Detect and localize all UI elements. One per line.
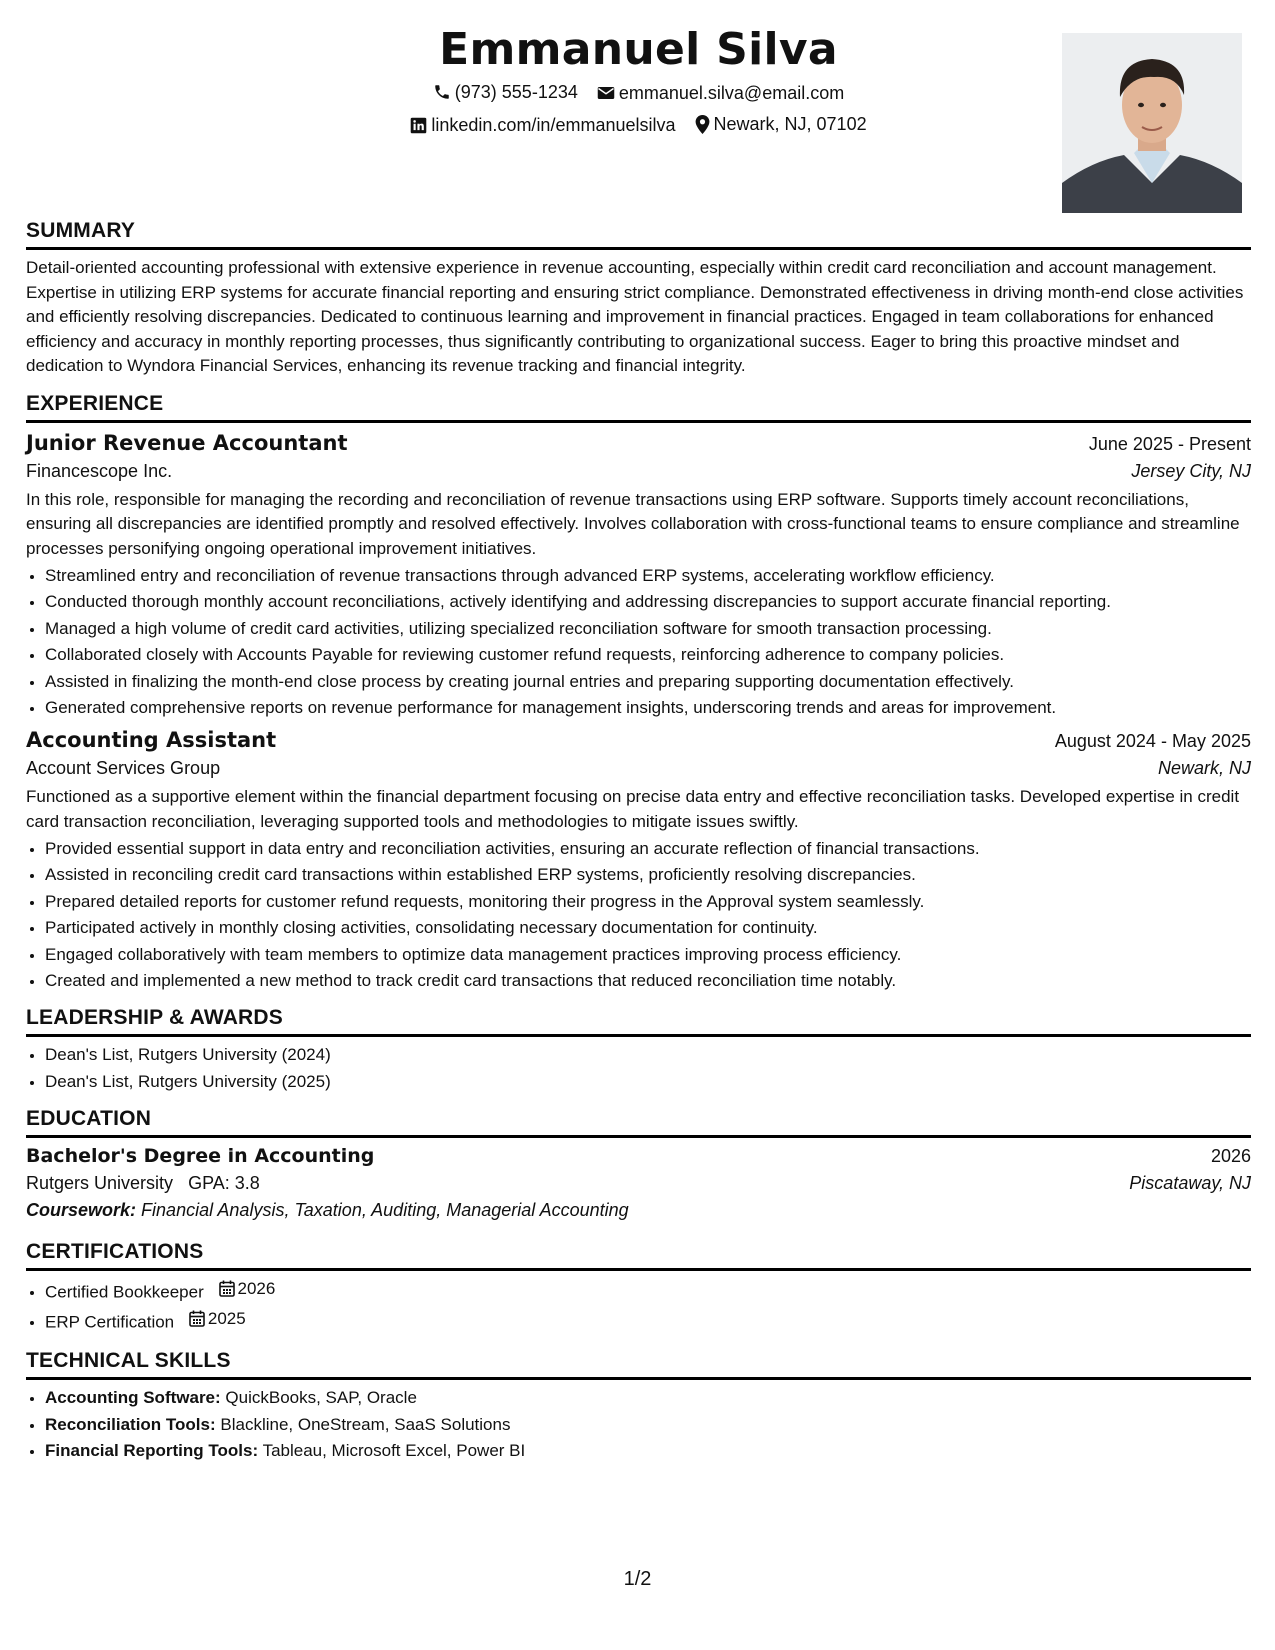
leadership-heading: LEADERSHIP & AWARDS xyxy=(26,1005,1251,1037)
list-item xyxy=(45,1277,1251,1305)
skill-value: Blackline, OneStream, SaaS Solutions xyxy=(220,1414,511,1434)
resume-page xyxy=(26,0,1251,1650)
job-description: Functioned as a supportive element within the financial department focusing on precise data entry and effective reconciliation tasks. Developed expertise in credit card transaction reconciliation, leveraging supported tools and methodologies to mitigate issues swiftly. xyxy=(26,787,1240,831)
list-item xyxy=(45,1439,1251,1463)
phone-icon xyxy=(433,83,451,101)
coursework-line xyxy=(26,1200,1251,1221)
list-item: • Collaborated closely with Accounts Payable for reviewing customer refund requests, reinforcing adherence to company policies. xyxy=(45,643,1251,667)
location-text: Newark, NJ, 07102 xyxy=(713,114,867,134)
certification-name: Certified Bookkeeper xyxy=(45,1282,204,1301)
certification-name: ERP Certification xyxy=(45,1312,175,1331)
job-location: Jersey City, NJ xyxy=(1131,460,1251,481)
school-name: Rutgers University xyxy=(26,1172,174,1193)
list-item: • Generated comprehensive reports on revenue performance for management insights, underscoring trends and areas for improvement. xyxy=(45,696,1251,720)
job-company: Account Services Group xyxy=(26,758,221,778)
map-pin-icon xyxy=(695,115,710,134)
graduation-year: 2026 xyxy=(1210,1145,1251,1166)
certification-date xyxy=(189,1307,246,1331)
skills-section xyxy=(26,1348,1251,1463)
summary-section xyxy=(26,218,1251,379)
list-item: • Dean's List, Rutgers University (2024) xyxy=(45,1043,1251,1067)
job-dates: June 2025 - Present xyxy=(1088,433,1251,454)
coursework-label: Coursework: xyxy=(26,1199,137,1220)
list-item xyxy=(45,1307,1251,1335)
list-item: • Conducted thorough monthly account reconciliations, actively identifying and addressing discrepancies to support accurate financial reporting. xyxy=(45,590,1251,614)
job-entry xyxy=(26,431,1251,721)
job-description: In this role, responsible for managing the recording and reconciliation of revenue transactions using ERP software. Supports timely account reconciliations, ensuring all discrepancies are identified promptly and resolved effectively. Involves collaboration with cross-functional teams to ensure compliance and streamline processes personifying ongoing operational improvement initiatives. xyxy=(26,489,1240,558)
summary-text: Detail-oriented accounting professional with extensive experience in revenue accounting, especially within credit card reconciliation and account management. Expertise in utilizing ERP systems for accurate financial reporting and ensuring strict compliance. Demonstrated effectiveness in driving month-end close activities and efficiently resolving discrepancies. Dedicated to continuous learning and improvement in financial practices. Engaged in team collaborations for enhanced efficiency and accuracy in monthly reporting processes, thus significantly contributing to organizational success. Eager to bring this proactive mindset and dedication to Wyndora Financial Services, enhancing its revenue tracking and financial integrity. xyxy=(26,258,1244,375)
education-section xyxy=(26,1106,1251,1221)
skill-label: Accounting Software: xyxy=(45,1388,221,1407)
linkedin-text: linkedin.com/in/emmanuelsilva xyxy=(431,115,676,135)
list-item: • Dean's List, Rutgers University (2025) xyxy=(45,1070,1251,1094)
experience-heading: EXPERIENCE xyxy=(26,391,1251,423)
phone-contact xyxy=(433,80,578,104)
skill-value: Tableau, Microsoft Excel, Power BI xyxy=(262,1441,526,1460)
education-heading: EDUCATION xyxy=(26,1106,1251,1138)
linkedin-icon xyxy=(410,117,427,134)
degree-title: Bachelor's Degree in Accounting xyxy=(26,1144,375,1167)
calendar-icon xyxy=(219,1280,235,1297)
email-text: emmanuel.silva@email.com xyxy=(618,83,845,103)
certifications-section xyxy=(26,1239,1251,1335)
email-contact[interactable] xyxy=(597,81,844,105)
resume-header xyxy=(26,0,1251,218)
linkedin-contact[interactable] xyxy=(410,113,675,137)
certification-year: 2026 xyxy=(237,1278,276,1298)
list-item xyxy=(45,1413,1251,1437)
location-contact xyxy=(695,112,867,136)
summary-heading: SUMMARY xyxy=(26,218,1251,250)
list-item: • Provided essential support in data entry and reconciliation activities, ensuring an accurate reflection of financial transactions. xyxy=(45,837,1251,861)
job-entry xyxy=(26,728,1251,993)
leadership-list xyxy=(26,1043,1251,1094)
candidate-name: Emmanuel Silva xyxy=(439,24,838,75)
calendar-icon xyxy=(189,1310,205,1327)
list-item: • Created and implemented a new method to track credit card transactions that reduced reconciliation time notably. xyxy=(45,969,1251,993)
skill-value: QuickBooks, SAP, Oracle xyxy=(225,1388,417,1407)
certifications-list xyxy=(26,1277,1251,1335)
certification-year: 2025 xyxy=(207,1308,246,1328)
list-item xyxy=(45,1386,1251,1410)
skills-list xyxy=(26,1386,1251,1463)
list-item: • Managed a high volume of credit card activities, utilizing specialized reconciliation software for smooth transaction processing. xyxy=(45,617,1251,641)
skill-label: Financial Reporting Tools: xyxy=(45,1441,259,1460)
list-item: • Assisted in finalizing the month-end close process by creating journal entries and preparing supporting documentation effectively. xyxy=(45,670,1251,694)
list-item: • Prepared detailed reports for customer refund requests, monitoring their progress in the Approval system seamlessly. xyxy=(45,890,1251,914)
skills-heading: TECHNICAL SKILLS xyxy=(26,1348,1251,1380)
school-location: Piscataway, NJ xyxy=(1129,1172,1251,1193)
job-dates: August 2024 - May 2025 xyxy=(1054,731,1251,751)
job-company: Financescope Inc. xyxy=(26,460,173,481)
coursework-text: Financial Analysis, Taxation, Auditing, Managerial Accounting xyxy=(141,1199,629,1220)
list-item: • Engaged collaboratively with team members to optimize data management practices improving process efficiency. xyxy=(45,943,1251,967)
profile-photo xyxy=(1062,33,1242,213)
envelope-icon xyxy=(597,85,615,101)
experience-section xyxy=(26,391,1251,994)
page-number: 1/2 xyxy=(623,1568,652,1590)
job-bullets xyxy=(26,564,1251,721)
leadership-section xyxy=(26,1005,1251,1094)
certification-date xyxy=(219,1277,276,1301)
job-bullets xyxy=(26,837,1251,994)
job-location: Newark, NJ xyxy=(1157,758,1251,778)
job-title: Accounting Assistant xyxy=(26,728,277,752)
gpa-text: GPA: 3.8 xyxy=(188,1172,260,1193)
certifications-heading: CERTIFICATIONS xyxy=(26,1239,1251,1271)
phone-text: (973) 555-1234 xyxy=(454,82,578,102)
list-item: • Assisted in reconciling credit card transactions within established ERP systems, proficiently resolving discrepancies. xyxy=(45,863,1251,887)
list-item: • Streamlined entry and reconciliation of revenue transactions through advanced ERP systems, accelerating workflow efficiency. xyxy=(45,564,1251,588)
list-item: • Participated actively in monthly closing activities, consolidating necessary documentation for continuity. xyxy=(45,916,1251,940)
job-title: Junior Revenue Accountant xyxy=(26,430,348,455)
skill-label: Reconciliation Tools: xyxy=(45,1414,216,1434)
